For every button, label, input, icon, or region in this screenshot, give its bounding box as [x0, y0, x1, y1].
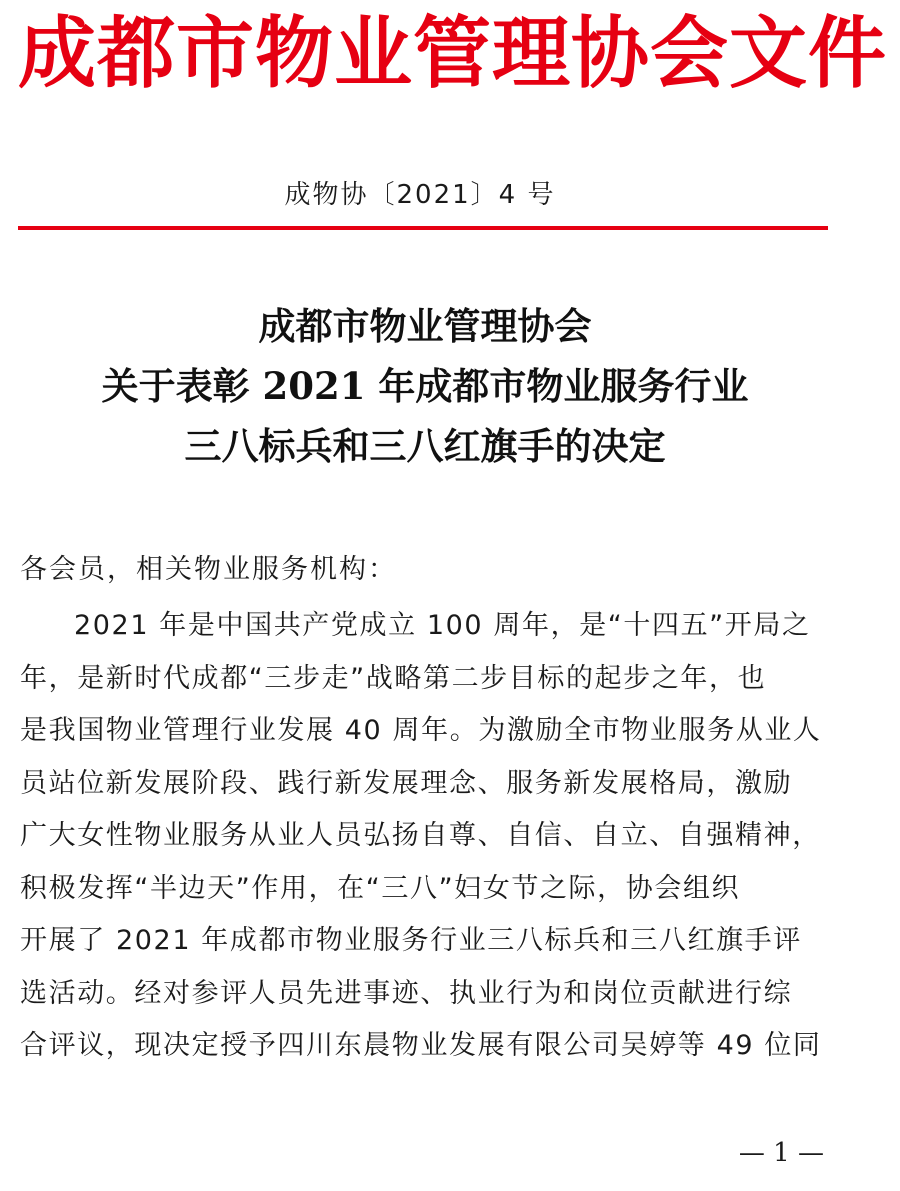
- body-line-3: 是我国物业管理行业发展 40 周年。为激励全市物业服务从业人: [20, 715, 822, 746]
- red-divider-rule: [18, 226, 828, 230]
- title-line-2: 关于表彰 2021 年成都市物业服务行业: [101, 364, 749, 408]
- body-line-1: 2021 年是中国共产党成立 100 周年，是“十四五”开局之: [74, 610, 811, 641]
- body-line-7: 开展了 2021 年成都市物业服务行业三八标兵和三八红旗手评: [20, 925, 802, 956]
- title-line-3: 三八标兵和三八红旗手的决定: [184, 424, 666, 468]
- body-paragraph: [20, 600, 840, 1073]
- body-line-8: 选活动。经对参评人员先进事迹、执业行为和岗位贡献进行综: [20, 977, 793, 1009]
- body-line-5: 广大女性物业服务从业人员弘扬自尊、自信、自立、自强精神，: [20, 820, 821, 851]
- document-number: 成物协〔2021〕4 号: [284, 180, 556, 210]
- page-number: — 1 —: [738, 1138, 824, 1168]
- body-line-4: 员站位新发展阶段、践行新发展理念、服务新发展格局，激励: [20, 767, 793, 799]
- body-line-9: 合评议，现决定授予四川东晨物业发展有限公司吴婷等 49 位同: [20, 1030, 822, 1061]
- document-masthead: 成都市物业管理协会文件: [18, 8, 888, 99]
- document-title: [0, 296, 850, 476]
- body-line-6: 积极发挥“半边天”作用，在“三八”妇女节之际，协会组织: [20, 872, 741, 904]
- salutation: 各会员，相关物业服务机构：: [20, 554, 397, 585]
- title-line-1: 成都市物业管理协会: [258, 304, 592, 348]
- body-line-2: 年，是新时代成都“三步走”战略第二步目标的起步之年，也: [20, 662, 767, 694]
